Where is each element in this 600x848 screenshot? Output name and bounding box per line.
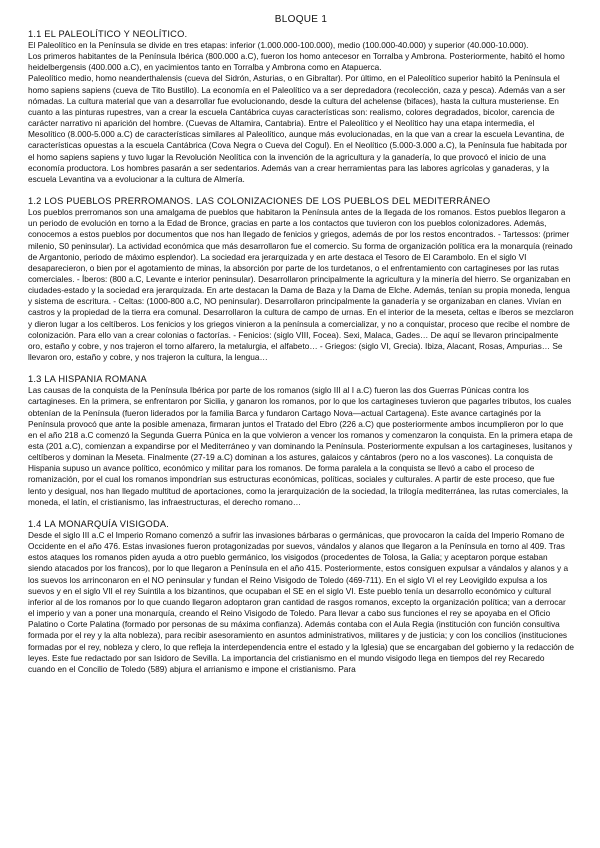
section-body xyxy=(28,385,574,508)
section-heading: 1.4 LA MONARQUÍA VISIGODA. xyxy=(28,518,170,529)
document-title: BLOQUE 1 xyxy=(274,14,328,25)
section-paleolitico xyxy=(28,28,574,185)
section-body xyxy=(28,207,574,363)
section-pueblos-prerromanos xyxy=(28,195,574,363)
section-heading: 1.3 LA HISPANIA ROMANA xyxy=(28,374,147,385)
section-heading: 1.1 EL PALEOLÍTICO Y NEOLÍTICO. xyxy=(28,29,188,39)
section-body xyxy=(28,40,574,185)
section-heading: 1.2 LOS PUEBLOS PRERROMANOS. LAS COLONIZACIONES DE LOS PUEBLOS DEL MEDITERRÁNEO xyxy=(28,196,491,207)
section-body xyxy=(28,530,574,675)
paragraph: Desde el siglo III a.C el Imperio Romano comenzó a sufrir las invasiones bárbaras o germánicas, que provocaron la caída del Imperio Romano de Occidente en el año 476. Estas invasiones fueron protagonizadas por suevos, vándalos y alanos que llegaron a la Península en torno al 409. Tras estos ataques los romanos piden ayuda a otro pueblo germánico, los visigodos (procedentes de Tolosa, la Galia; y aceptaron porque estaban siendo atacados por los francos), por lo que llegaron a Península en el año 415. Posteriormente, estos consiguen expulsar a vándalos y alanos y a los suevos los arrinconaron en el NO peninsular y fundan el Reino Visigodo de Toledo (469-711). En el siglo VI el rey Leovigildo expulsa a los suevos y en el siglo VII el rey Suintila a los bizantinos, que ocupaban el SE en el siglo VI. Este pueblo tenía un desarrollo económico y cultural inferior al de los romanos por lo que cuando llegaron adoptaron gran cantidad de rasgos romanos, excepto la organización política; van a derrocar el imperio y van a poner una monarquía, creando el Reino Visigodo de Toledo. Para llevar a cabo sus funciones el rey se apoyaba en el Oficio Palatino o Corte Palatina (formado por personas de su máxima confianza). Además contaba con el Aula Regia (institución con función consultiva formada por el rey y la alta nobleza), para recibir asesoramiento en asuntos administrativos, militares y de justicia; y con los concilios (instituciones formadas por el rey, nobleza y clero, lo que refleja la interdependencia entre el estado y la Iglesia) que se encargaban del gobierno y la redacción de leyes. Este fue redactado por san Isidoro de Sevilla. La importancia del cristianismo en el mundo visigodo llega en tiempos del rey Recaredo cuando en el Concilio de Toledo (589) abjura el arrianismo e impone el cristianismo. Para xyxy=(28,529,574,674)
section-monarquia-visigoda xyxy=(28,518,574,675)
paragraph: Los primeros habitantes de la Península Ibérica (800.000 a.C), fueron los homo antecesor en Torralba y Ambrona. Posteriormente, habitó el homo heidelbergensis (400.000 a.C), en yacimientos tanto en Torralba y Ambrona como en Atapuerca. xyxy=(28,51,565,73)
section-hispania-romana xyxy=(28,373,574,508)
paragraph: Las causas de la conquista de la Península Ibérica por parte de los romanos (siglo III al I a.C) fueron las dos Guerras Púnicas contra los cartagineses. En la primera, se enfrentaron por Sicilia, y ganaron los romanos, por lo que los cartagineses tuvieron que pagarles tributos, los cuales obtenían de la Península (fueron liderados por la familia Barca y fundaron Cartago Nova—actual Cartagena). Este avance cartaginés por la Península provocó que ante la posible amenaza, firmaran juntos el Tratado del Ebro (226 a.C) que posteriormente ambos incumplieron por lo que en el año 218 a.C comenzó la Segunda Guerra Púnica en la que volvieron a vencer los romanos y comenzaron la conquista. En la primera etapa de esta (201 a.C), comienzan a expandirse por el Mediterráneo y van dominando la Península. Posteriormente expulsan a los cartagineses, lusitanos y celtíberos y dominan la Meseta. Finalmente (27-19 a.C) dominan a los astures, galaicos y cántabros (pero no a los vascones). La conquista de Hispania supuso un avance político, económico y militar para los romanos. De forma paralela a la conquista se llevó a cabo el proceso de romanización, por el cual los romanos impondrían sus estructuras económicas, políticas, sociales y culturales. A partir de este proceso, que fue lento y desigual, nos han llegado multitud de aportaciones, como la jerarquización de la sociedad, la trilogía mediterránea, las rutas comerciales, la moneda, el latín, el cristianismo, las infraestructuras, el derecho romano… xyxy=(28,385,573,507)
paragraph: El Paleolítico en la Península se divide en tres etapas: inferior (1.000.000-100.000), medio (100.000-40.000) y superior (40.000-10.000). xyxy=(28,40,529,50)
paragraph: Paleolítico medio, homo neanderthalensis (cueva del Sidrón, Asturias, o en Gibraltar). Por último, en el Paleolítico superior habitó la Península el homo sapiens sapiens (cueva de Tito Bustillo). La economía en el Paleolítico va a ser depredadora (recolección, caza y pesca). Además van a ser nómadas. La cultura material que van a desarrollar fue evolucionando, desde la cultura del achelense (bifaces), hasta la cultura musteriense. En cuanto a las pinturas rupestres, van a crear la escuela Cantábrica cuyas características son: realismo, colores degradados, bicolor, carencia de carácter narrativo ni aparición del hombre. (Cuevas de Altamira, Cantabria). Entre el Paleolítico y el Neolítico hay una etapa intermedia, el Mesolítico (8.000-5.000 a.C) de características similares al Paleolítico, aunque más evolucionadas, en la que van a crear la escuela Levantina, de características opuestas a la escuela Cantábrica (Cova Negra o Cueva del Cogul). En el Neolítico (5.000-3.000 a.C), la Península fue habitada por el homo sapiens sapiens y tuvo lugar la Revolución Neolítica con la invención de la agricultura y la ganadería, lo que provocó el inicio de una economía productora. Los hombres pasarán a ser sedentarios. Además van a crear herramientas para las labores agrícolas y ganaderas, y la escuela Levantina va a evolucionar a la cultura de Almería. xyxy=(28,73,568,184)
paragraph: Los pueblos prerromanos son una amalgama de pueblos que habitaron la Península antes de la llegada de los romanos. Estos pueblos llegaron a un periodo de evolución en torno a la Edad de Bronce, gracias en parte a los contactos que tuvieron con los pueblos colonizadores. Además, conocemos a estos pueblos por documentos que nos han llegado de fenicios y griegos, además de por los restos encontrados. - Tartessos: (primer milenio, S0 peninsular). La actividad económica que más desarrollaron fue el comercio. Su forma de organización política era la monarquía (reinado de Argantonio, periodo de máximo esplendor). La sociedad era jerarquizada y en arte destaca el Tesoro de El Carambolo. En el siglo VI desaparecieron, o bien por el agotamiento de minas, la absorción por parte de los turdetanos, o el enfrentamiento con cartagineses por las rutas comerciales. - Íberos: (800 a.C, Levante e interior peninsular). Desarrollaron principalmente la agricultura y la minería del hierro. Se organizaban en ciudades-estado y la sociedad era jerarquizada. En arte destacan la Dama de Baza y la Dama de Elche. Además, tenían su propia moneda, lengua y sistema de escritura. - Celtas: (1000-800 a.C, NO peninsular). Desarrollaron principalmente la ganadería y se organizaban en clanes. Vivían en castros y la propiedad de la tierra era comunal. Desarrollaron la cultura de campo de urnas. En el interior de la meseta, celtas e íberos se mezclaron y dieron lugar a los celtíberos. Los fenicios y los griegos vinieron a la península a comercializar, y no a conquistar, proceso que recibe el nombre de colonización. Para ello van a crear colonias o factorías. - Fenicios: (siglo VIII, Focea). Sexi, Malaca, Gades… De aquí se llevaron principalmente oro, estaño y cobre, y nos trajeron el torno alfarero, la metalurgia, el alfabeto… - Griegos: (siglo VI, Grecia). Ibiza, Alacant, Rosas, Ampurias… Se llevaron oro, estaño y cobre, y nos trajeron la cultura, la lengua… xyxy=(28,207,574,363)
